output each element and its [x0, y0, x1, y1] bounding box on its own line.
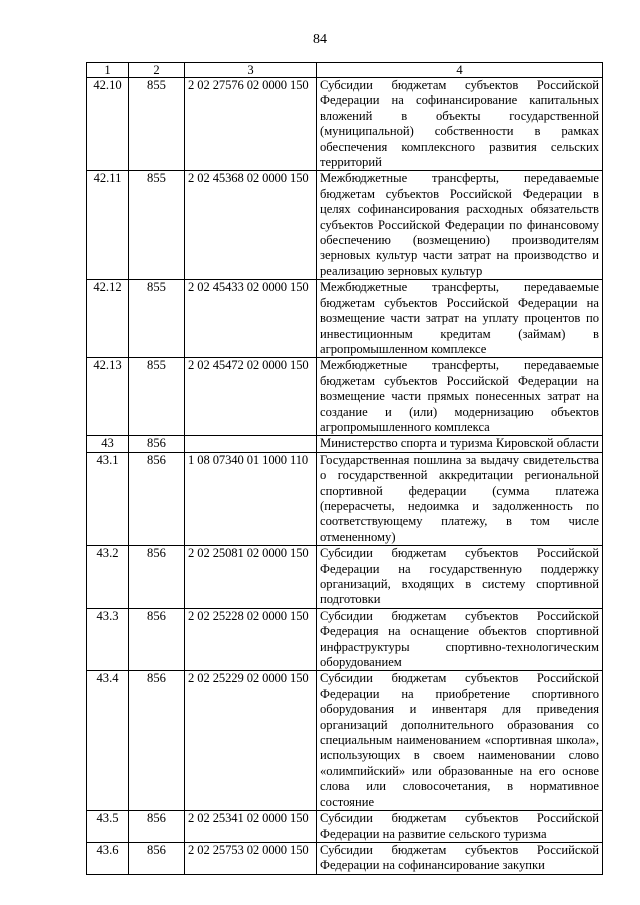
- table-row: [87, 842, 603, 874]
- revenue-code: 2 02 25228 02 0000 150: [185, 608, 317, 671]
- table-row: [87, 436, 603, 452]
- admin-code: 855: [129, 358, 185, 436]
- row-number: 42.13: [87, 358, 129, 436]
- revenue-description: Межбюджетные трансферты, передаваемые бюджетам субъектов Российской Федерации на возмещение части затрат на уплату процентов по инвестиционным кредитам (займам) в агропромышленном комплексе: [317, 280, 603, 358]
- revenue-description: Субсидии бюджетам субъектов Российской Федерации на софинансирование капитальных вложений в объекты государственной (муниципальной) собственности в рамках обеспечения комплексного развития сельских территорий: [317, 78, 603, 171]
- revenue-description: Межбюджетные трансферты, передаваемые бюджетам субъектов Российской Федерации на возмещение части прямых понесенных затрат на создание и (или) модернизацию объектов агропромышленного комплекса: [317, 358, 603, 436]
- revenue-codes-table: [86, 62, 603, 875]
- table-row: [87, 546, 603, 609]
- revenue-code: 2 02 25753 02 0000 150: [185, 842, 317, 874]
- revenue-description: Субсидии бюджетам субъектов Российской Федерации на софинансирование закупки: [317, 842, 603, 874]
- revenue-description: Субсидии бюджетам субъектов Российской Федерации на приобретение спортивного оборудования и инвентаря для приведения организаций дополнительного образования со специальным наименованием «спортивная школа», использующих в своем наименовании слово «олимпийский» или образованные на его основе слова или словосочетания, в нормативное состояние: [317, 671, 603, 811]
- admin-code: 856: [129, 842, 185, 874]
- row-number: 43.6: [87, 842, 129, 874]
- table-row: [87, 171, 603, 280]
- row-number: 43.2: [87, 546, 129, 609]
- table-row: [87, 358, 603, 436]
- table-row: [87, 671, 603, 811]
- row-number: 43: [87, 436, 129, 452]
- revenue-code: 2 02 45433 02 0000 150: [185, 280, 317, 358]
- admin-code: 856: [129, 452, 185, 545]
- column-header-4: 4: [317, 63, 603, 78]
- row-number: 43.5: [87, 811, 129, 843]
- row-number: 43.3: [87, 608, 129, 671]
- admin-code: 856: [129, 671, 185, 811]
- admin-code: 855: [129, 171, 185, 280]
- admin-code: 855: [129, 78, 185, 171]
- table-row: [87, 608, 603, 671]
- admin-code: 856: [129, 436, 185, 452]
- table-row: [87, 811, 603, 843]
- admin-code: 856: [129, 608, 185, 671]
- revenue-description: Субсидии бюджетам субъектов Российской Федерации на государственную поддержку организаций, входящих в систему спортивной подготовки: [317, 546, 603, 609]
- revenue-description: Государственная пошлина за выдачу свидетельства о государственной аккредитации региональной спортивной федерации (сумма платежа (перерасчеты, недоимка и задолженность по соответствующему платежу, в том числе отмененному): [317, 452, 603, 545]
- table-header-row: [87, 63, 603, 78]
- revenue-code: 2 02 45368 02 0000 150: [185, 171, 317, 280]
- revenue-code: [185, 436, 317, 452]
- admin-code: 855: [129, 280, 185, 358]
- row-number: 42.12: [87, 280, 129, 358]
- column-header-2: 2: [129, 63, 185, 78]
- revenue-code: 1 08 07340 01 1000 110: [185, 452, 317, 545]
- revenue-code: 2 02 25081 02 0000 150: [185, 546, 317, 609]
- row-number: 42.11: [87, 171, 129, 280]
- row-number: 43.4: [87, 671, 129, 811]
- page-number: 84: [313, 32, 327, 47]
- revenue-code: 2 02 25229 02 0000 150: [185, 671, 317, 811]
- table-row: [87, 78, 603, 171]
- revenue-description: Министерство спорта и туризма Кировской области: [317, 436, 603, 452]
- table-row: [87, 280, 603, 358]
- column-header-3: 3: [185, 63, 317, 78]
- revenue-code: 2 02 25341 02 0000 150: [185, 811, 317, 843]
- row-number: 42.10: [87, 78, 129, 171]
- table-row: [87, 452, 603, 545]
- revenue-code: 2 02 27576 02 0000 150: [185, 78, 317, 171]
- revenue-description: Субсидии бюджетам субъектов Российской Федерации на развитие сельского туризма: [317, 811, 603, 843]
- revenue-description: Межбюджетные трансферты, передаваемые бюджетам субъектов Российской Федерации в целях софинансирования расходных обязательств субъектов Российской Федерации по финансовому обеспечению (возмещению) производителям зерновых культур части затрат на производство и реализацию зерновых культур: [317, 171, 603, 280]
- revenue-code: 2 02 45472 02 0000 150: [185, 358, 317, 436]
- column-header-1: 1: [87, 63, 129, 78]
- revenue-description: Субсидии бюджетам субъектов Российской Федерация на оснащение объектов спортивной инфраструктуры спортивно-технологическим оборудованием: [317, 608, 603, 671]
- admin-code: 856: [129, 811, 185, 843]
- row-number: 43.1: [87, 452, 129, 545]
- admin-code: 856: [129, 546, 185, 609]
